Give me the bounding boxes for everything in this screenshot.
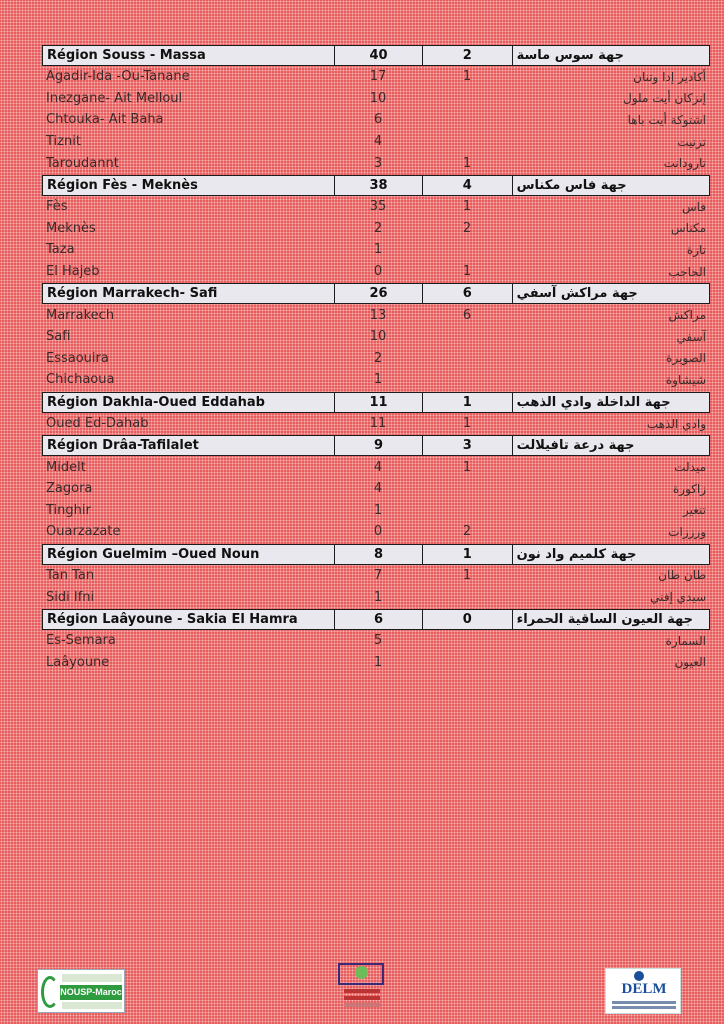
province-name-ar: سيدي إفني xyxy=(650,590,706,605)
province-row xyxy=(42,521,710,543)
province-count-b: 1 xyxy=(462,459,472,475)
region-name-ar: جهة كلميم واد نون xyxy=(512,545,709,564)
region-count-a: 9 xyxy=(334,436,422,455)
province-count-a: 1 xyxy=(373,502,383,518)
province-name-ar: وادي الذهب xyxy=(646,416,706,431)
province-count-a: 4 xyxy=(373,459,383,475)
province-name-ar: الحاجب xyxy=(668,264,706,279)
province-row xyxy=(42,456,710,478)
province-name-fr: Essaouira xyxy=(46,350,109,366)
province-row xyxy=(42,66,710,88)
province-name-ar: تارودانت xyxy=(663,156,706,171)
province-name-ar: تازة xyxy=(686,242,706,257)
province-name-fr: Taza xyxy=(46,242,75,258)
province-name-ar: طان طان xyxy=(658,568,706,583)
region-header-row xyxy=(42,435,710,456)
province-row xyxy=(42,88,710,110)
province-count-b: 1 xyxy=(462,264,472,280)
province-count-b: 1 xyxy=(462,416,472,432)
province-name-fr: Tan Tan xyxy=(46,567,95,583)
region-header-row xyxy=(42,283,710,304)
province-name-fr: Inezgane- Ait Melloul xyxy=(46,90,183,106)
region-count-a: 11 xyxy=(334,393,422,412)
province-count-a: 0 xyxy=(373,264,383,280)
region-name-fr: Région Fès - Meknès xyxy=(47,177,198,193)
region-header-row xyxy=(42,175,710,196)
province-row xyxy=(42,152,710,174)
region-header-row xyxy=(42,45,710,66)
province-count-a: 7 xyxy=(373,567,383,583)
province-name-ar: تنغير xyxy=(683,503,706,518)
nousp-logo-text: NOUSP-Maroc xyxy=(60,985,122,1000)
province-count-a: 10 xyxy=(369,90,387,106)
region-count-b: 1 xyxy=(422,393,512,412)
province-count-a: 4 xyxy=(373,134,383,150)
nousp-maroc-logo xyxy=(37,969,125,1013)
province-row xyxy=(42,651,710,673)
province-name-fr: Safi xyxy=(46,329,71,345)
province-name-fr: Ouarzazate xyxy=(46,524,121,540)
region-name-fr: Région Guelmim –Oued Noun xyxy=(47,546,260,562)
province-row xyxy=(42,218,710,240)
province-name-fr: Es-Semara xyxy=(46,633,116,649)
province-name-fr: Oued Ed-Dahab xyxy=(46,416,149,432)
province-row xyxy=(42,565,710,587)
province-row xyxy=(42,326,710,348)
province-count-a: 17 xyxy=(369,69,387,85)
province-count-b: 2 xyxy=(462,220,472,236)
province-count-b: 1 xyxy=(462,155,472,171)
province-name-ar: أكادير إدا وتنان xyxy=(633,69,706,84)
province-row xyxy=(42,261,710,283)
province-row xyxy=(42,348,710,370)
region-name-fr: Région Laâyoune - Sakia El Hamra xyxy=(47,611,298,627)
province-name-ar: زاكورة xyxy=(672,481,706,496)
province-name-ar: شيشاوة xyxy=(665,372,706,387)
province-row xyxy=(42,630,710,652)
province-name-fr: Zagora xyxy=(46,481,93,497)
region-name-ar: جهة الداخلة وادي الذهب xyxy=(512,393,709,412)
province-count-a: 0 xyxy=(373,524,383,540)
region-count-b: 4 xyxy=(422,176,512,195)
ministry-logo xyxy=(338,963,386,1015)
region-count-a: 8 xyxy=(334,545,422,564)
province-row xyxy=(42,586,710,608)
province-name-ar: الصويرة xyxy=(666,351,706,366)
province-name-fr: Chichaoua xyxy=(46,372,115,388)
region-name-ar: جهة سوس ماسة xyxy=(512,46,709,65)
region-name-ar: جهة مراكش آسفي xyxy=(512,284,709,303)
province-count-a: 2 xyxy=(373,350,383,366)
region-count-b: 0 xyxy=(422,610,512,629)
province-count-b: 1 xyxy=(462,69,472,85)
province-count-a: 11 xyxy=(369,416,387,432)
province-count-b: 1 xyxy=(462,199,472,215)
region-name-ar: جهة درعة تافيلالت xyxy=(512,436,709,455)
delm-logo xyxy=(605,968,681,1014)
province-name-ar: تزنيت xyxy=(677,134,706,149)
province-row xyxy=(42,304,710,326)
province-name-fr: Tiznit xyxy=(46,134,81,150)
region-count-b: 6 xyxy=(422,284,512,303)
province-count-a: 1 xyxy=(373,654,383,670)
province-count-b: 1 xyxy=(462,567,472,583)
province-count-a: 1 xyxy=(373,242,383,258)
region-count-b: 3 xyxy=(422,436,512,455)
province-name-fr: Laâyoune xyxy=(46,654,110,670)
province-name-fr: Midelt xyxy=(46,459,86,475)
province-count-a: 13 xyxy=(369,307,387,323)
delm-logo-text: DELM xyxy=(621,981,667,997)
province-row xyxy=(42,478,710,500)
region-count-b: 2 xyxy=(422,46,512,65)
province-name-fr: Agadir-Ida -Ou-Tanane xyxy=(46,69,190,85)
region-header-row xyxy=(42,544,710,565)
province-name-ar: إنزكان أيت ملول xyxy=(623,91,706,106)
region-count-a: 26 xyxy=(334,284,422,303)
province-name-ar: آسفي xyxy=(676,329,706,344)
region-header-row xyxy=(42,392,710,413)
province-count-a: 2 xyxy=(373,220,383,236)
province-name-ar: العيون xyxy=(674,655,706,670)
province-name-fr: Fès xyxy=(46,199,68,215)
region-name-fr: Région Souss - Massa xyxy=(47,48,206,63)
province-name-fr: Tinghir xyxy=(46,502,91,518)
region-count-a: 40 xyxy=(334,46,422,65)
region-name-fr: Région Drâa-Tafilalet xyxy=(47,438,199,454)
province-count-a: 1 xyxy=(373,589,383,605)
region-count-b: 1 xyxy=(422,545,512,564)
province-name-ar: مكناس xyxy=(671,221,706,236)
regions-table xyxy=(42,44,710,673)
delm-emblem-icon xyxy=(634,971,644,981)
province-count-a: 6 xyxy=(373,112,383,128)
province-row xyxy=(42,239,710,261)
province-count-a: 3 xyxy=(373,155,383,171)
province-count-a: 10 xyxy=(369,329,387,345)
nousp-emblem-icon xyxy=(41,976,59,1008)
province-count-b: 6 xyxy=(462,307,472,323)
province-row xyxy=(42,109,710,131)
province-row xyxy=(42,413,710,435)
province-row xyxy=(42,369,710,391)
province-name-ar: مراكش xyxy=(668,308,706,323)
province-name-ar: ورززات xyxy=(668,524,706,539)
province-name-ar: السمارة xyxy=(665,633,706,648)
province-name-fr: Marrakech xyxy=(46,307,115,323)
province-name-ar: ميدلت xyxy=(674,460,706,475)
province-row xyxy=(42,500,710,522)
province-name-ar: فاس xyxy=(681,199,706,214)
province-row xyxy=(42,131,710,153)
province-name-fr: Chtouka- Ait Baha xyxy=(46,112,164,128)
region-name-fr: Région Dakhla-Oued Eddahab xyxy=(47,394,265,410)
province-name-fr: Meknès xyxy=(46,220,96,236)
province-count-a: 35 xyxy=(369,199,387,215)
province-name-fr: Sidi Ifni xyxy=(46,589,95,605)
province-count-b: 2 xyxy=(462,524,472,540)
region-name-ar: جهة العيون الساقية الحمراء xyxy=(512,610,709,629)
province-count-a: 1 xyxy=(373,372,383,388)
region-name-ar: جهة فاس مكناس xyxy=(512,176,709,195)
region-header-row xyxy=(42,609,710,630)
region-count-a: 38 xyxy=(334,176,422,195)
province-name-fr: El Hajeb xyxy=(46,264,100,280)
region-name-fr: Région Marrakech- Safi xyxy=(47,286,218,302)
province-row xyxy=(42,196,710,218)
province-count-a: 4 xyxy=(373,481,383,497)
province-name-ar: اشتوكة أيت باها xyxy=(627,112,706,127)
province-count-a: 5 xyxy=(373,633,383,649)
region-count-a: 6 xyxy=(334,610,422,629)
province-name-fr: Taroudannt xyxy=(46,155,119,171)
